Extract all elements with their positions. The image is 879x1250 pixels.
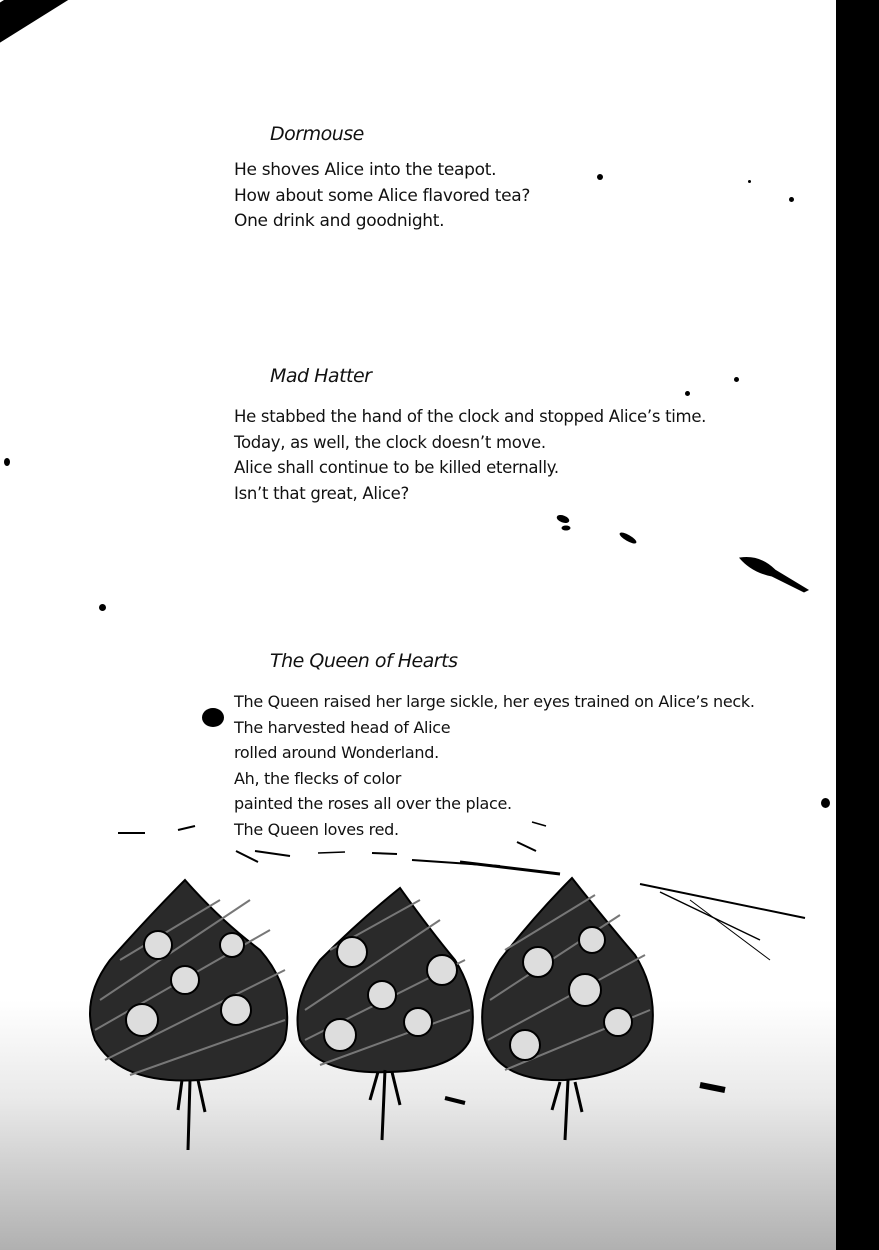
verse-line: rolled around Wonderland. <box>234 743 439 762</box>
verse-line: One drink and goodnight. <box>234 211 445 231</box>
rose-tree-left <box>90 880 287 1150</box>
verse-line: painted the roses all over the place. <box>234 794 512 813</box>
verse-line: Ah, the flecks of color <box>234 768 402 788</box>
rose-tree-right <box>482 878 653 1140</box>
verse-line: Isn’t that great, Alice? <box>234 483 409 503</box>
verse-line: Today, as well, the clock doesn’t move. <box>234 432 546 452</box>
verse-line: The harvested head of Alice <box>234 717 451 737</box>
verse-line: How about some Alice flavored tea? <box>234 185 531 206</box>
verse-line: The Queen raised her large sickle, her eyes trained on Alice’s neck. <box>234 692 755 711</box>
verse-line: He stabbed the hand of the clock and stopped Alice’s time. <box>234 407 707 426</box>
rose-tree-middle <box>298 888 473 1140</box>
verse-line: Alice shall continue to be killed eternally. <box>234 458 559 477</box>
section-title-dormouse: Dormouse <box>270 123 364 145</box>
section-title-queen-of-hearts: The Queen of Hearts <box>270 650 458 672</box>
verse-line: The Queen loves red. <box>234 819 399 839</box>
section-title-mad-hatter: Mad Hatter <box>270 365 372 387</box>
verse-line: He shoves Alice into the teapot. <box>234 160 497 180</box>
